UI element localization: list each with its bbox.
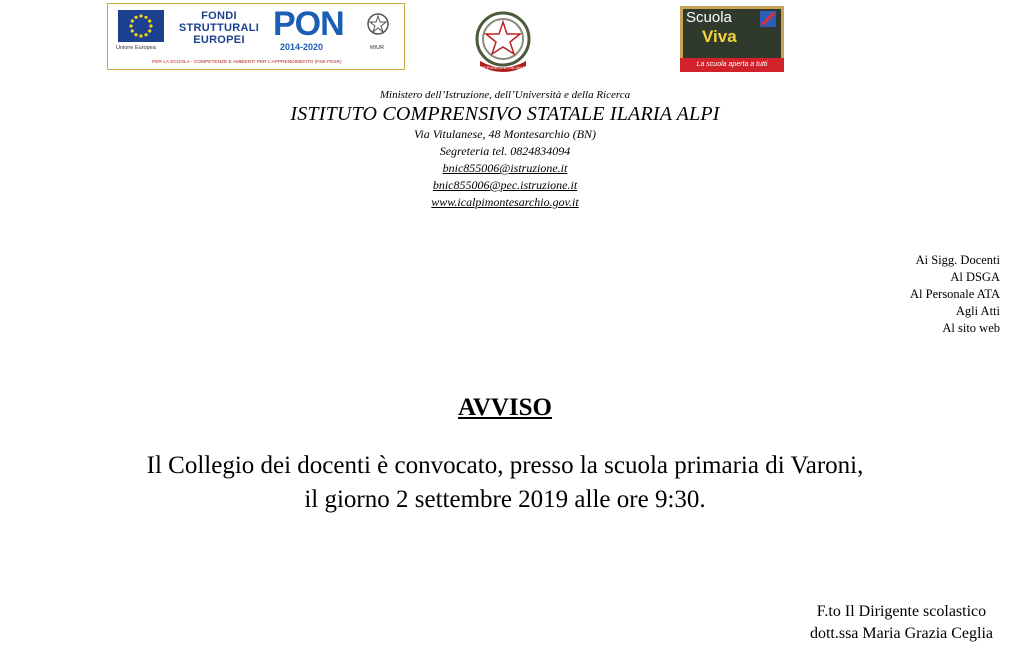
viva-word: Viva: [702, 27, 737, 46]
recipient-item: Ai Sigg. Docenti: [915, 253, 1000, 267]
website-link[interactable]: www.icalpimontesarchio.gov.it: [431, 195, 579, 209]
eu-flag-icon: [118, 10, 164, 42]
notice-title: AVVISO: [457, 394, 553, 421]
recipient-item: Agli Atti: [955, 304, 1000, 318]
pon-logo-text: PON: [273, 5, 344, 43]
eu-label: Unione Europea: [116, 45, 156, 51]
miur-label: MIUR: [370, 45, 385, 51]
notice-line-1: Il Collegio dei docenti è convocato, presso la scuola primaria di Varoni,: [146, 452, 864, 479]
pon-years-text: 2014-2020: [280, 42, 324, 52]
recipients-list: [910, 252, 1000, 337]
pon-strip-text: PER LA SCUOLA - COMPETENZE E AMBIENTI PER L'APPRENDIMENTO (FSE-FESR): [152, 60, 342, 65]
campania-region-icon: [760, 11, 776, 27]
institute-name: ISTITUTO COMPRENSIVO STATALE ILARIA ALPI: [290, 103, 720, 125]
institute-header: [0, 88, 1010, 211]
republic-ribbon-text: REPUBBLICA ITALIANA: [481, 65, 525, 70]
signature-name: dott.ssa Maria Grazia Ceglia: [809, 625, 993, 642]
address-line: Via Vitulanese, 48 Montesarchio (BN): [413, 127, 597, 141]
phone-line: Segreteria tel. 0824834094: [439, 144, 571, 158]
miur-emblem-icon: [366, 12, 390, 38]
recipient-item: Al DSGA: [950, 270, 1000, 284]
pon-banner-logo: [107, 3, 405, 70]
email-link[interactable]: bnic855006@istruzione.it: [442, 161, 568, 175]
notice-body: [0, 449, 1010, 517]
signature-block: [810, 601, 993, 645]
scuola-viva-tagline: La scuola aperta a tutti: [680, 58, 784, 72]
scuola-viva-logo: [680, 6, 784, 73]
recipient-item: Al sito web: [942, 321, 1000, 335]
notice-line-2: il giorno 2 settembre 2019 alle ore 9:30.: [304, 486, 706, 513]
recipient-item: Al Personale ATA: [910, 287, 1000, 301]
pec-email-link[interactable]: bnic855006@pec.istruzione.it: [432, 178, 578, 192]
scuola-word: Scuola: [686, 9, 732, 26]
signature-title: F.to Il Dirigente scolastico: [816, 603, 987, 620]
italian-republic-emblem-icon: [468, 6, 538, 76]
fondi-strutturali-text: FONDI STRUTTURALI EUROPEI: [178, 10, 260, 46]
ministry-line: Ministero dell’Istruzione, dell’Università e della Ricerca: [379, 89, 631, 101]
